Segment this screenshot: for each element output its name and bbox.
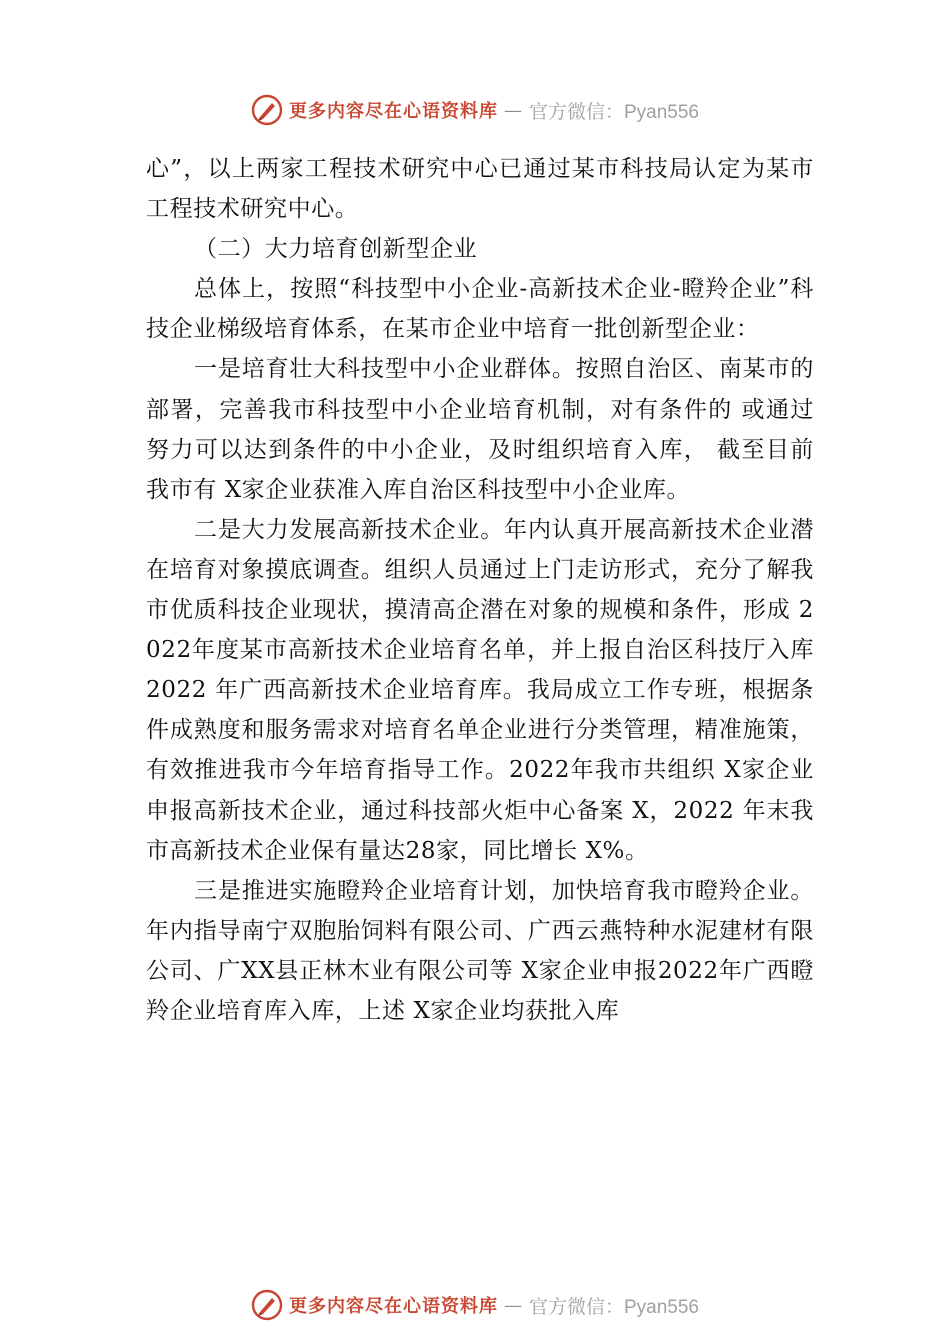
paragraph-2: 总体上，按照“科技型中小企业-高新技术企业-瞪羚企业”科技企业梯级培育体系，在某市企业中培育一批创新型企业： — [146, 276, 814, 343]
document-body — [146, 149, 814, 1031]
pen-logo-icon — [251, 1289, 283, 1321]
section-heading: （二）大力培育创新型企业 — [194, 236, 478, 263]
watermark-brand-text: 更多内容尽在心语资料库 — [288, 101, 498, 122]
watermark-banner-top — [0, 94, 950, 126]
watermark-wechat-text: 官方微信：Pyan556 — [528, 1296, 699, 1318]
watermark-separator: — — [503, 99, 523, 121]
watermark-brand-text: 更多内容尽在心语资料库 — [288, 1296, 498, 1317]
paragraph-1: 心”，以上两家工程技术研究中心已通过某市科技局认定为某市工程技术研究中心。 — [146, 156, 814, 223]
pen-logo-icon — [251, 94, 283, 126]
watermark-separator: — — [503, 1294, 523, 1316]
watermark-banner-bottom — [0, 1289, 950, 1321]
paragraph-3: 一是培育壮大科技型中小企业群体。按照自治区、南某市的部署，完善我市科技型中小企业培育机制，对有条件的 或通过努力可以达到条件的中小企业，及时组织培育入库， 截至目前我市有 X家企业获准入库自治区科技型中小企业库。 — [146, 356, 814, 503]
paragraph-5: 三是推进实施瞪羚企业培育计划，加快培育我市瞪羚企业。年内指导南宁双胞胎饲料有限公司、广西云燕特种水泥建材有限公司、广XX县正林木业有限公司等 X家企业申报2022年广西瞪羚企业培育库入库，上述 X家企业均获批入库 — [146, 877, 814, 1024]
paragraph-4: 二是大力发展高新技术企业。年内认真开展高新技术企业潜在培育对象摸底调查。组织人员通过上门走访形式，充分了解我市优质科技企业现状，摸清高企潜在对象的规模和条件，形成 2022年度某市高新技术企业培育名单，并上报自治区科技厅入库 2022 年广西高新技术企业培育库。我局成立工作专班，根据条件成熟度和服务需求对培育名单企业进行分类管理，精准施策，有效推进我市今年培育指导工作。2022年我市共组织 X家企业申报高新技术企业，通过科技部火炬中心备案 X，2022 年末我市高新技术企业保有量达28家，同比增长 X%。 — [146, 516, 814, 864]
watermark-wechat-text: 官方微信：Pyan556 — [528, 101, 699, 123]
